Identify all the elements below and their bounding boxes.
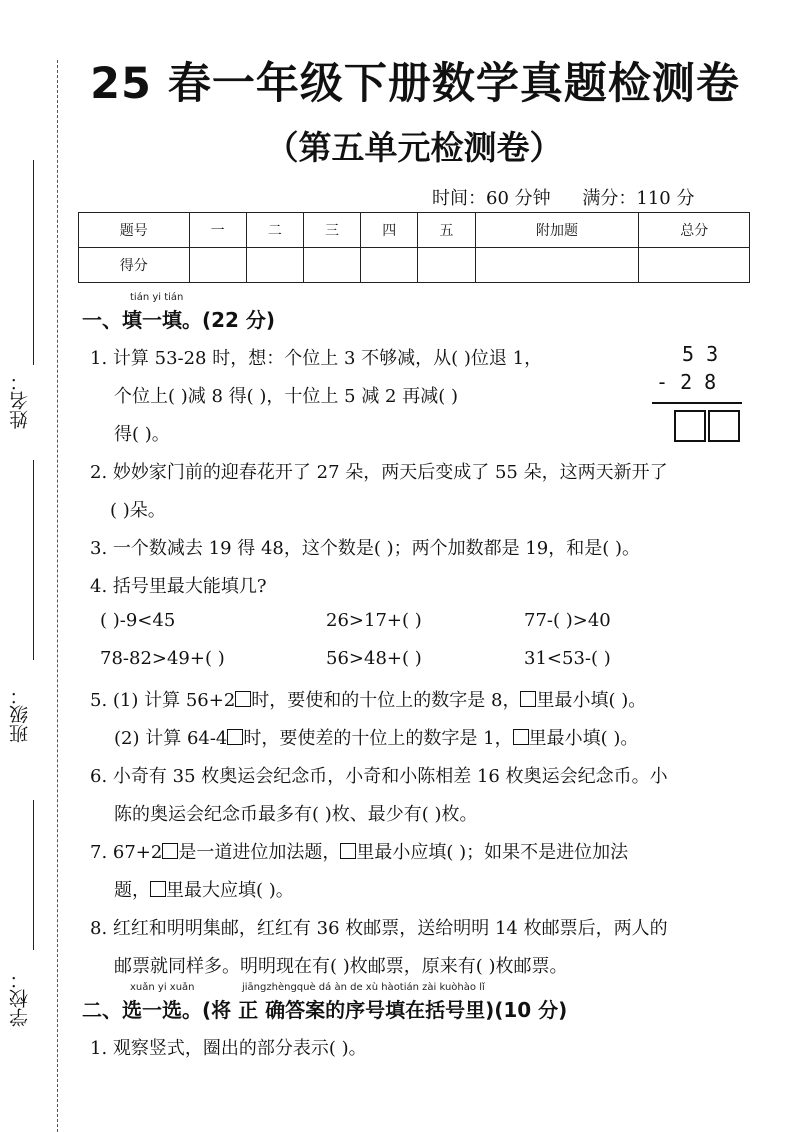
- section2-title: 二、选一选。(将 正 确答案的序号填在括号里)(10 分): [82, 998, 568, 1022]
- blank-square-icon: [162, 843, 178, 859]
- name-line: [33, 160, 34, 365]
- q5-1-text-a: 5. (1) 计算 56+2: [90, 690, 236, 711]
- score-header-cell: 二: [246, 213, 303, 248]
- blank-square-icon: [513, 729, 529, 745]
- score-table-header-row: [79, 213, 750, 248]
- section2-pinyin-a: xuǎn yi xuǎn: [130, 982, 195, 993]
- score-header-cell: 题号: [79, 213, 190, 248]
- page-subtitle: （第五单元检测卷）: [265, 128, 563, 167]
- school-label: 学校：: [9, 970, 31, 1027]
- score-header-cell: 三: [303, 213, 360, 248]
- q5-1-text-c: 里最小填( )。: [536, 690, 647, 711]
- question-6-line1: 6. 小奇有 35 枚奥运会纪念币，小奇和小陈相差 16 枚奥运会纪念币。小: [90, 766, 668, 787]
- class-line: [33, 460, 34, 660]
- score-cell[interactable]: [246, 248, 303, 283]
- q5-1-text-b: 时，要使和的十位上的数字是 8，: [251, 690, 521, 711]
- q5-2-text-b: 时，要使差的十位上的数字是 1，: [243, 728, 513, 749]
- question-3: 3. 一个数减去 19 得 48，这个数是( )；两个加数都是 19，和是( )。: [90, 538, 641, 559]
- question-1-line2: 个位上( )减 8 得( )，十位上 5 减 2 再减( ): [114, 386, 458, 407]
- question-7-line1: [90, 838, 628, 864]
- question-1-line1: 1. 计算 53-28 时，想：个位上 3 不够减，从( )位退 1，: [90, 348, 543, 369]
- q7-text-c: 里最小应填( )；如果不是进位加法: [356, 842, 629, 863]
- q5-2-text-c: 里最小填( )。: [528, 728, 639, 749]
- score-header-cell: 四: [361, 213, 418, 248]
- class-label: 班级：: [9, 686, 31, 743]
- score-cell[interactable]: [639, 248, 750, 283]
- score-cell[interactable]: [189, 248, 246, 283]
- score-cell[interactable]: [475, 248, 639, 283]
- blank-square-icon: [235, 691, 251, 707]
- vertical-calc-row1: 5 3: [682, 342, 719, 366]
- blank-square-icon: [150, 881, 166, 897]
- section2-question-1: 1. 观察竖式，圈出的部分表示( )。: [90, 1038, 367, 1059]
- score-header-cell: 总分: [639, 213, 750, 248]
- score-table-score-row: [79, 248, 750, 283]
- answer-box-ones[interactable]: [708, 410, 740, 442]
- q7-text-b: 是一道进位加法题，: [178, 842, 341, 863]
- q5-2-text-a: (2) 计算 64-4: [114, 728, 228, 749]
- blank-square-icon: [340, 843, 356, 859]
- question-4: 4. 括号里最大能填几?: [90, 576, 267, 597]
- section1-title: 一、填一填。(22 分): [82, 308, 276, 332]
- page-title: 25 春一年级下册数学真题检测卷: [90, 59, 740, 109]
- blank-square-icon: [520, 691, 536, 707]
- question-4-item: 31<53-( ): [524, 648, 611, 669]
- question-2-line1: 2. 妙妙家门前的迎春花开了 27 朵，两天后变成了 55 朵，这两天新开了: [90, 462, 668, 483]
- score-header-cell: 一: [189, 213, 246, 248]
- q7-text-d: 题，: [114, 880, 150, 901]
- score-header-cell: 附加题: [475, 213, 639, 248]
- question-4-item: ( )-9<45: [100, 610, 176, 631]
- question-2-line2: ( )朵。: [110, 500, 166, 521]
- q7-text-a: 7. 67+2: [90, 842, 163, 863]
- question-8-line1: 8. 红红和明明集邮，红红有 36 枚邮票，送给明明 14 枚邮票后，两人的: [90, 918, 668, 939]
- question-1-line3: 得( )。: [114, 424, 170, 445]
- name-label: 姓名：: [9, 372, 31, 429]
- question-4-item: 77-( )>40: [524, 610, 611, 631]
- section1-pinyin: tián yi tián: [130, 292, 184, 303]
- score-cell[interactable]: [418, 248, 475, 283]
- vertical-calc-row2: - 2 8: [656, 370, 717, 394]
- question-6-line2: 陈的奥运会纪念币最多有( )枚、最少有( )枚。: [114, 804, 478, 825]
- question-4-item: 56>48+( ): [326, 648, 422, 669]
- binding-dashed-line: [57, 60, 58, 1132]
- question-4-item: 78-82>49+( ): [100, 648, 225, 669]
- vertical-calc-line: [652, 402, 742, 404]
- q7-text-e: 里最大应填( )。: [166, 880, 294, 901]
- question-7-line2: [114, 876, 294, 902]
- question-8-line2: 邮票就同样多。明明现在有( )枚邮票，原来有( )枚邮票。: [114, 956, 568, 977]
- score-row-label: 得分: [79, 248, 190, 283]
- question-5-part1: [90, 686, 646, 712]
- score-table: [78, 212, 750, 283]
- blank-square-icon: [227, 729, 243, 745]
- question-4-item: 26>17+( ): [326, 610, 422, 631]
- score-cell[interactable]: [361, 248, 418, 283]
- exam-meta: [432, 184, 694, 210]
- question-5-part2: [114, 724, 638, 750]
- time-limit: 时间：60 分钟: [432, 188, 551, 209]
- score-header-cell: 五: [418, 213, 475, 248]
- score-cell[interactable]: [303, 248, 360, 283]
- answer-box-tens[interactable]: [674, 410, 706, 442]
- school-line: [33, 800, 34, 950]
- full-score: 满分：110 分: [582, 188, 695, 209]
- section2-pinyin-b: jiāngzhèngquè dá àn de xù hàotián zài kuòhào lǐ: [242, 982, 485, 993]
